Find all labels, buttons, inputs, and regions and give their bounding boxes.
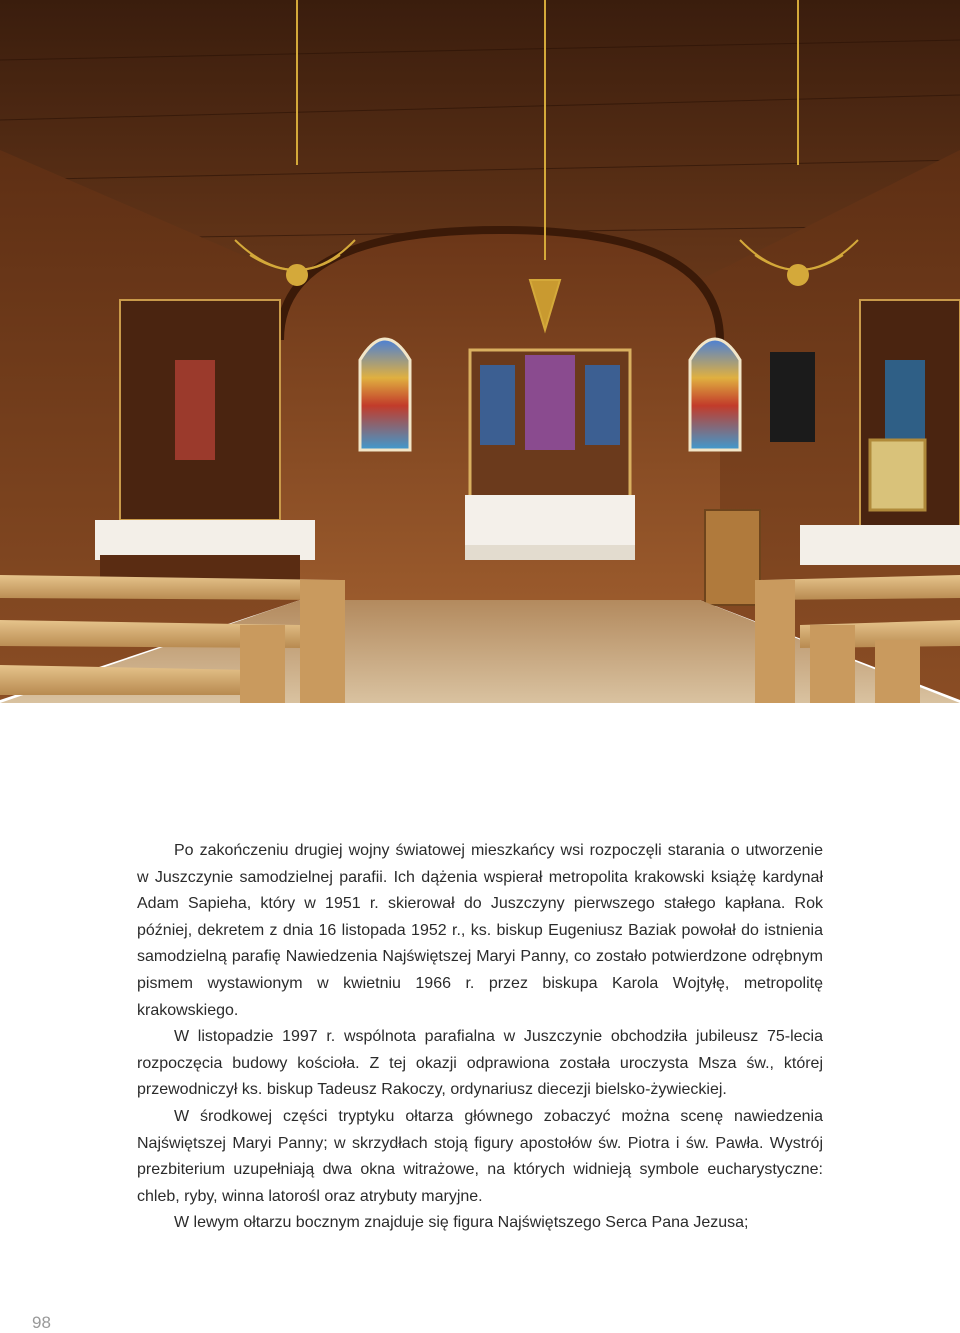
paragraph: Po zakończeniu drugiej wojny światowej mieszkańcy wsi rozpoczęli starania o utworzenie w Juszczynie samodzielnej parafii. Ich dążenia wspierał metropolita krakowski książę kardynał Adam Sapieha, który w 1951 r. skierował do Juszczyny pierwszego stałego kapłana. Rok później, dekretem z dnia 16 listopada 1952 r., ks. biskup Eugeniusz Baziak powołał do istnienia samodzielną parafię Nawiedzenia Najświętszej Maryi Panny, co zostało potwierdzone odrębnym pismem wystawionym w kwietniu 1966 r. przez biskupa Karola Wojtyłę, metropolitę krakowskiego. bbox=[137, 842, 823, 1019]
body-text bbox=[137, 838, 823, 1237]
paragraph: W lewym ołtarzu bocznym znajduje się figura Najświętszego Serca Pana Jezusa; bbox=[174, 1214, 749, 1232]
stained-glass-window-right bbox=[690, 339, 740, 450]
paragraph: W środkowej części tryptyku ołtarza głównego zobaczyć można scenę nawiedzenia Najświętszej Maryi Panny; w skrzydłach stoją figury apostołów św. Piotra i św. Pawła. Wystrój prezbiterium uzupełniają dwa okna witrażowe, na których widnieją symbole eucharystyczne: chleb, ryby, winna latorośl oraz atrybuty maryjne. bbox=[137, 1107, 823, 1205]
page-number: 98 bbox=[32, 1313, 51, 1332]
paragraph: W listopadzie 1997 r. wspólnota parafialna w Juszczynie obchodziła jubileusz 75-lecia rozpoczęcia budowy kościoła. Z tej okazji odprawiona została uroczysta Msza św., której przewodniczył ks. biskup Tadeusz Rakoczy, ordynariusz diecezji bielsko-żywieckiej. bbox=[137, 1028, 823, 1099]
pulpit bbox=[705, 510, 760, 605]
main-altar bbox=[465, 350, 635, 560]
wall-screen bbox=[770, 352, 815, 442]
stained-glass-window-left bbox=[360, 339, 410, 450]
